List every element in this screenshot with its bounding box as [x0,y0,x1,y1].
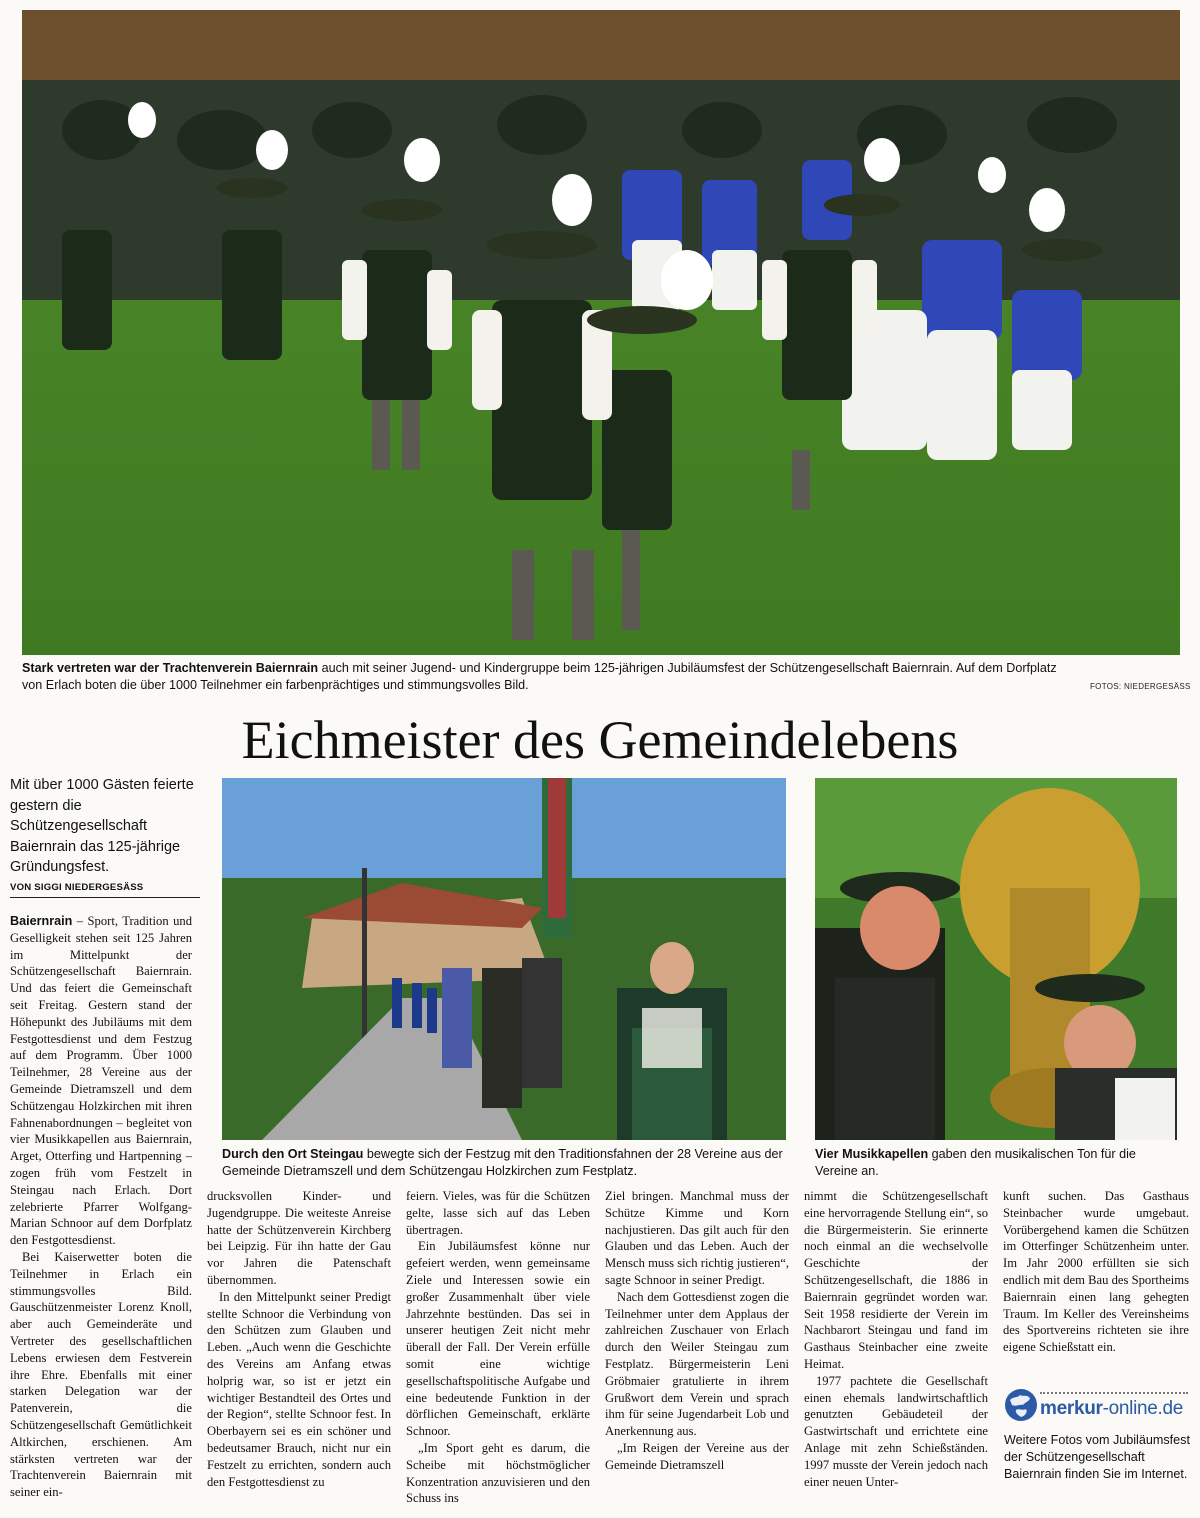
mid-caption-text: bewegte sich der Festzug mit den Traditionsfahnen der 28 Vereine aus der Gemeinde Dietramszell und dem Schützengau Holzkirchen zum Festplatz. [222,1147,783,1178]
right-photo [815,778,1177,1140]
column-4-paragraph-3: „Im Reigen der Vereine aus der Gemeinde Dietramszell [605,1440,789,1472]
column-1-paragraph-2: Bei Kaiserwetter boten die Teilnehmer in Erlach ein stimmungsvolles Bild. Gauschützenmeister Lorenz Knoll, aber auch Gemeinderäte und Vertreter des gesellschaftlichen Lebens erwiesen dem Festverein ihre Ehre. Ebenfalls mit einer starken Delegation war der Patenverein, die Schützengesellschaft Gemütlichkeit Altkirchen, erschienen. Am stärksten vertreten war der Trachtenverein Baiernrain mit seiner ein- [10,1249,192,1500]
column-5-paragraph-2: 1977 pachtete die Gesellschaft einen ehemals landwirtschaftlich genutzten Gebäudeteil der Gastwirtschaft und errichtete eine Anlage mit zehn Schießständen. 1997 musste der Verein jedoch nach einer neuen Unter- [804,1373,988,1489]
right-caption-lead: Vier Musikkapellen [815,1147,929,1161]
headline: Eichmeister des Gemeindelebens [241,710,959,770]
right-caption-text: gaben den musikalischen Ton für die Vereine an. [815,1147,1136,1178]
article-column-6 [1003,1188,1189,1356]
photo-credit: FOTOS: NIEDERGESÄSS [1090,682,1191,691]
column-3-paragraph-3: „Im Sport geht es darum, die Scheibe mit höchstmöglicher Konzentration anzuvisieren und den Schuss ins [406,1440,590,1506]
top-photo [22,10,1180,655]
right-photo-caption [815,1146,1177,1180]
column-6-paragraph-1: kunft suchen. Das Gasthaus Steinbacher wurde umgebaut. Vorübergehend kamen die Schützen im Otterfinger Schützenheim unter. Im Jahr 2000 erfüllten sie sich endlich mit dem Bau des Sportheims Baiernrain einen lang gehegten Traum. Im Keller des Vereinsheims des Sportvereins richteten sie ihre eigene Schießstatt ein. [1003,1189,1189,1355]
column-5-paragraph-1: nimmt die Schützengesellschaft eine hervorragende Stellung ein“, so die Bürgermeisterin. Sie erinnerte noch einmal an die wechselvolle Geschichte der Schützengesellschaft, die 1886 in Baiernrain gegründet worden war. Seit 1958 residierte der Verein im Nachbarort Steingau und fand im Gasthaus Steinbacher eine zweite Heimat. [804,1189,988,1371]
column-3-paragraph-2: Ein Jubiläumsfest könne nur gefeiert werden, wenn gemeinsame Ziele und Interessen sowie ein großer Zusammenhalt über viele Jahrzehnte bestünden. Das sei in unserer heutigen Zeit nicht mehr überall der Fall. Der Verein erfülle somit eine wichtige gesellschaftspolitische Aufgabe und eine bedeutende Funktion in der dörflichen Gemeinschaft, erklärte Schnoor. [406,1239,590,1439]
dateline: Baiernrain [10,914,73,928]
column-1-paragraph-1: – Sport, Tradition und Geselligkeit stehen seit 125 Jahren im Mittelpunkt der Schützengesellschaft Baiernrain. Und das feiert die Gemeinschaft seit Freitag. Gestern stand der Höhepunkt des Jubiläums mit dem Festgottesdienst und dem Festzug auf dem Programm. Über 1000 Teilnehmer, 28 Vereine aus der Gemeinde Dietramszell und dem Schützengau Holzkirchen mit ihren Fahnenabordnungen – begleitet von vier Musikkapellen aus Baiernrain, Arget, Otterfing und Hartpenning – zogen früh vom Festzelt in Steingau nach Erlach. Dort zelebrierte Pfarrer Wolfgang-Marian Schnoor auf dem Dorfplatz den Festgottesdienst. [10,914,192,1248]
top-photo-caption [22,660,1182,694]
byline: VON SIGGI NIEDERGESÄSS [10,882,200,898]
caption-text-2: von Erlach boten die über 1000 Teilnehmer ein farbenprächtiges und stimmungsvolles Bild. [22,678,529,692]
lead-text: Mit über 1000 Gästen feierte gestern die Schützengesellschaft Baiernrain das 125-jährige Gründungsfest. [10,777,194,875]
article-column-1 [10,913,192,1501]
article-column-4 [605,1188,789,1474]
logo-rest: -online.de [1102,1398,1184,1419]
globe-icon [1004,1388,1038,1422]
article-column-2 [207,1188,391,1490]
mid-photo-caption [222,1146,788,1180]
caption-text: auch mit seiner Jugend- und Kindergruppe beim 125-jährigen Jubiläumsfest der Schützengesellschaft Baiernrain. Auf dem Dorfplatz [318,661,1057,675]
column-2-paragraph-2: In den Mittelpunkt seiner Predigt stellte Schnoor die Verbindung von den Schützen zum Glauben und Leben. „Auch wenn die Geschichte des Vereins am Anfang etwas holprig war, so ist er jetzt ein wichtiger Bestandteil des Ortes und der Region“, stellte Schnoor fest. In Oberbayern sei es ein schöner und bedeutsamer Brauch, nicht nur ein Festzelt zu errichten, sondern auch den Festgottesdienst zu [207,1289,391,1489]
logo-bold: merkur [1040,1398,1103,1419]
merkur-online-logo[interactable] [1040,1398,1183,1420]
promo-dotted-rule [1040,1392,1188,1394]
article-column-3 [406,1188,590,1507]
column-4-paragraph-1: Ziel bringen. Manchmal muss der Schütze Kimme und Korn nachjustieren. Das gilt auch für den Glauben und das Leben. Auch der Mensch muss sich richtig justieren“, sagte Schnoor in seiner Predigt. [605,1189,789,1287]
article-column-5 [804,1188,988,1490]
mid-caption-lead: Durch den Ort Steingau [222,1147,364,1161]
column-4-paragraph-2: Nach dem Gottesdienst zogen die Teilnehmer unter dem Applaus der zahlreichen Zuschauer von Erlach durch den Weiler Steingau zum Festplatz. Bürgermeisterin Leni Gröbmaier gratulierte in ihrem Grußwort dem Verein und sprach ihm für seine Jugendarbeit Lob und Anerkennung aus. [605,1289,789,1439]
caption-lead: Stark vertreten war der Trachtenverein Baiernrain [22,661,319,675]
promo-text: Weitere Fotos vom Jubiläumsfest der Schützengesellschaft Baiernrain finden Sie im Internet. [1004,1433,1190,1481]
column-2-paragraph-1: drucksvollen Kinder- und Jugendgruppe. Die weiteste Anreise hatte der Schützenverein Kirchberg bei Leipzig. Für ihn hatte der Gau vor Jahren die Patenschaft übernommen. [207,1189,391,1287]
column-3-paragraph-1: feiern. Vieles, was für die Schützen gelte, lasse sich auf das Leben übertragen. [406,1189,590,1237]
mid-photo [222,778,786,1140]
